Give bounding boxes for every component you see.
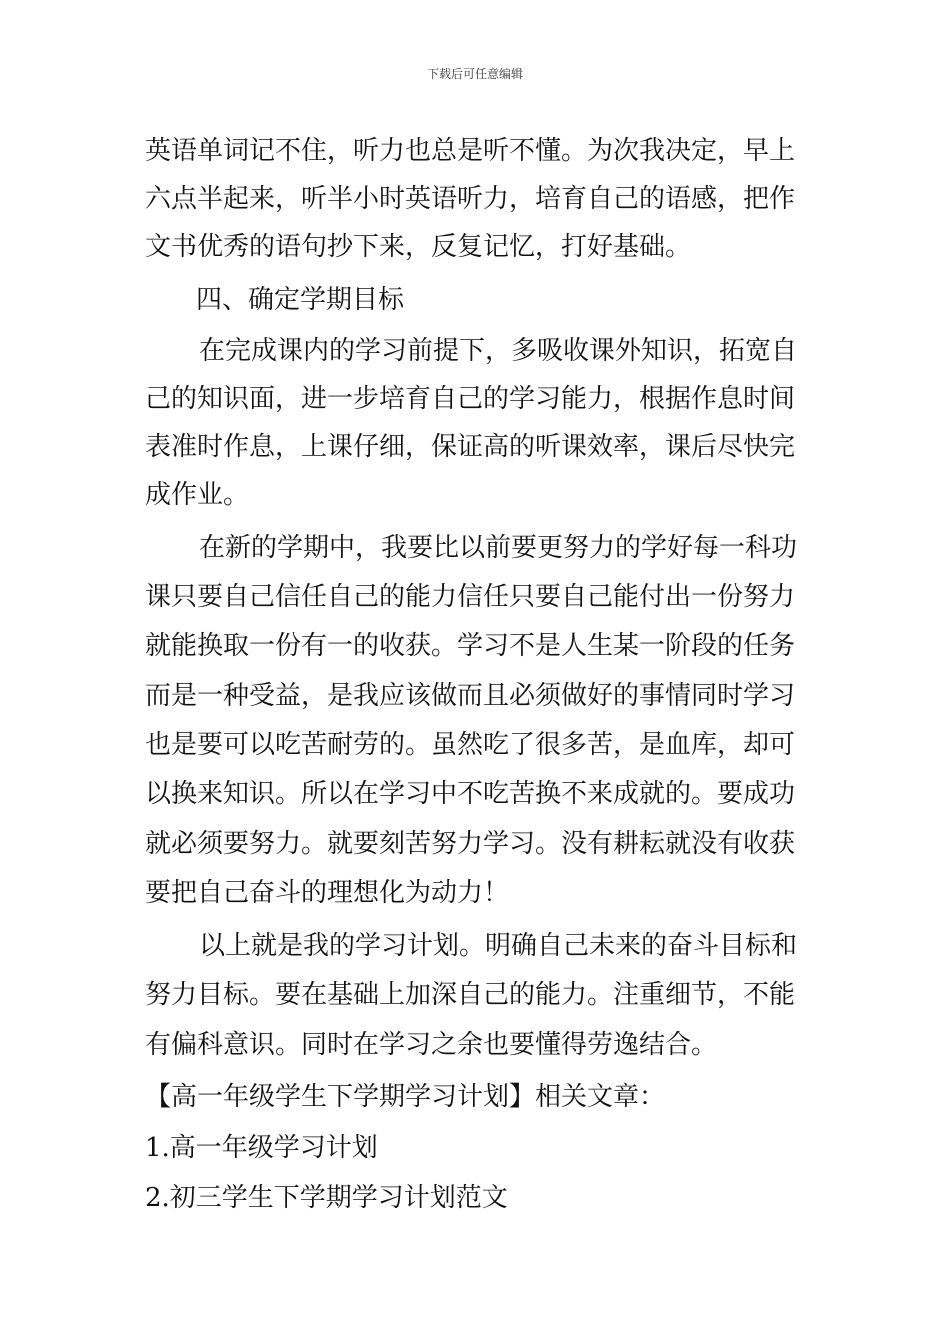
body-text-line: 成作业。 <box>145 480 250 510</box>
body-text-line: 表准时作息，上课仔细，保证高的听课效率，课后尽快完 <box>145 432 796 462</box>
related-article-link[interactable]: 2.初三学生下学期学习计划范文 <box>145 1183 508 1213</box>
body-text-line: 己的知识面，进一步培育自己的学习能力，根据作息时间 <box>145 384 796 414</box>
body-text-line: 在新的学期中，我要比以前要更努力的学好每一科功 <box>199 533 798 563</box>
body-text-line: 就必须要努力。就要刻苦努力学习。没有耕耘就没有收获 <box>145 829 796 859</box>
body-text-line: 课只要自己信任自己的能力信任只要自己能付出一份努力 <box>145 582 796 612</box>
body-text-line: 就能换取一份有一的收获。学习不是人生某一阶段的任务 <box>145 631 796 661</box>
body-text-line: 要把自己奋斗的理想化为动力！ <box>145 878 510 908</box>
related-article-link[interactable]: 1.高一年级学习计划 <box>145 1133 378 1163</box>
body-text-line: 在完成课内的学习前提下，多吸收课外知识，拓宽自 <box>199 336 798 366</box>
body-text-line: 文书优秀的语句抄下来，反复记忆，打好基础。 <box>145 232 692 262</box>
body-text-line: 而是一种受益，是我应该做而且必须做好的事情同时学习 <box>145 681 796 711</box>
section-heading: 四、确定学期目标 <box>196 285 405 315</box>
page-header: 下载后可任意编辑 <box>426 67 523 81</box>
body-text-line: 也是要可以吃苦耐劳的。虽然吃了很多苦，是血库，却可 <box>145 730 796 760</box>
body-text-line: 以换来知识。所以在学习中不吃苦换不来成就的。要成功 <box>145 779 796 809</box>
body-text-line: 六点半起来，听半小时英语听力，培育自己的语感，把作 <box>145 184 796 214</box>
body-text-line: 以上就是我的学习计划。明确自己未来的奋斗目标和 <box>199 931 798 961</box>
related-articles-heading: 【高一年级学生下学期学习计划】相关文章： <box>145 1082 666 1112</box>
body-text-line: 英语单词记不住，听力也总是听不懂。为次我决定，早上 <box>145 136 796 166</box>
body-text-line: 努力目标。要在基础上加深自己的能力。注重细节，不能 <box>145 980 796 1010</box>
body-text-line: 有偏科意识。同时在学习之余也要懂得劳逸结合。 <box>145 1030 718 1060</box>
